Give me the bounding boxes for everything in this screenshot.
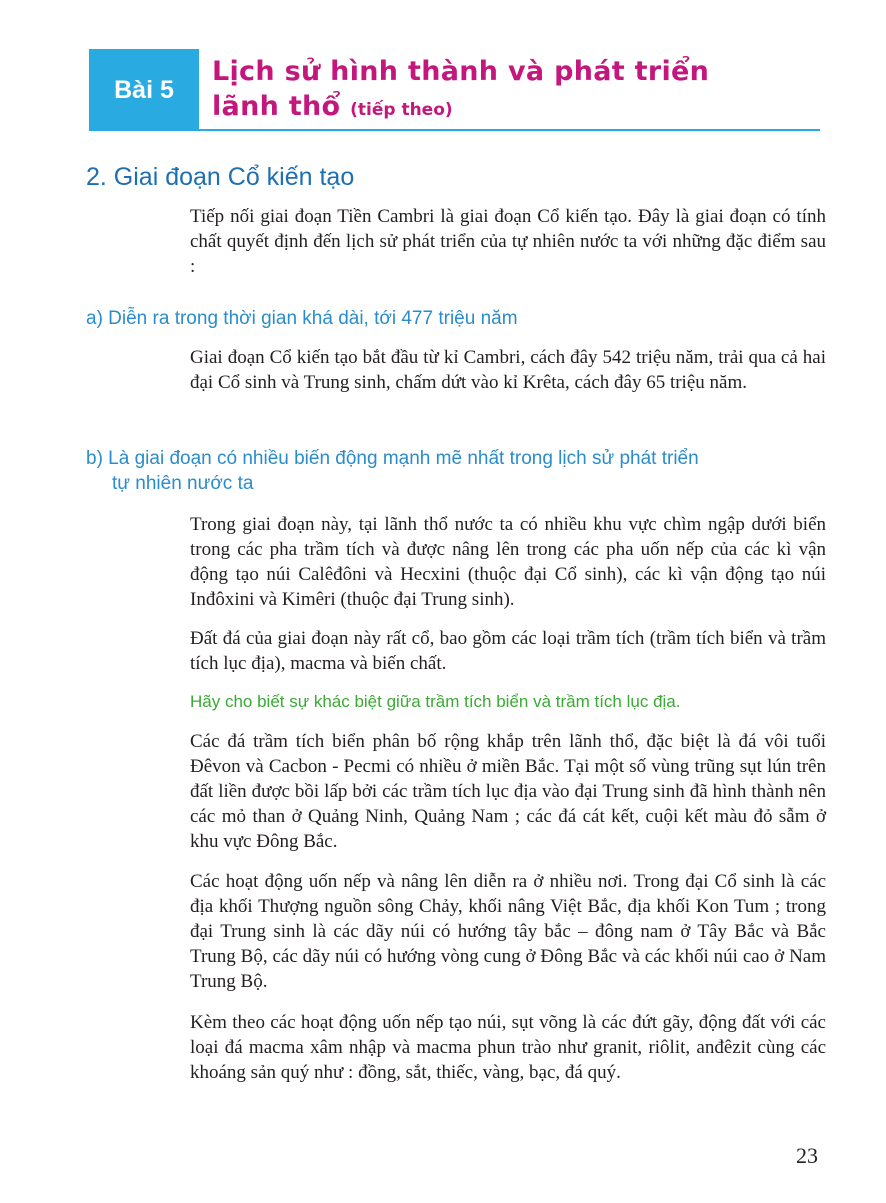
lesson-title <box>212 54 812 128</box>
lesson-title-line1: Lịch sử hình thành và phát triển <box>212 56 710 87</box>
part-b-paragraph-2: Đất đá của giai đoạn này rất cổ, bao gồm các loại trầm tích (trầm tích biển và trầm tích lục địa), macma và biến chất. <box>190 628 826 674</box>
part-a-paragraph: Giai đoạn Cổ kiến tạo bắt đầu từ kỉ Cambri, cách đây 542 triệu năm, trải qua cả hai đại Cổ sinh và Trung sinh, chấm dứt vào kỉ Krêta, cách đây 65 triệu năm. <box>190 347 826 393</box>
part-b-heading-line2: tự nhiên nước ta <box>112 473 254 494</box>
lesson-title-line2-text: lãnh thổ <box>212 91 341 122</box>
part-a-heading: a) Diễn ra trong thời gian khá dài, tới 477 triệu năm <box>86 308 518 329</box>
lesson-badge <box>89 49 199 131</box>
part-b-paragraph-1: Trong giai đoạn này, tại lãnh thổ nước ta có nhiều khu vực chìm ngập dưới biển trong các pha trầm tích và được nâng lên trong các pha uốn nếp của các kì vận động tạo núi Calêđôni và Hecxini (thuộc đại Cổ sinh), các kì vận động tạo núi Inđôxini và Kimêri (thuộc đại Trung sinh). <box>190 514 826 610</box>
part-b-paragraph-3: Các đá trầm tích biển phân bố rộng khắp trên lãnh thổ, đặc biệt là đá vôi tuổi Đêvon và Cacbon - Pecmi có nhiều ở miền Bắc. Tại một số vùng trũng sụt lún trên đất liền được bồi lấp bởi các trầm tích lục địa vào đại Trung sinh đã hình thành nên các mỏ than ở Quảng Ninh, Quảng Nam ; các đá cát kết, cuội kết màu đỏ sẫm ở khu vực Đông Bắc. <box>190 731 826 852</box>
lesson-title-line2 <box>212 89 812 128</box>
part-b-paragraph-4: Các hoạt động uốn nếp và nâng lên diễn ra ở nhiều nơi. Trong đại Cổ sinh là các địa khối Thượng nguồn sông Chảy, khối nâng Việt Bắc, địa khối Kon Tum ; trong đại Trung sinh là các dãy núi có hướng tây bắc – đông nam ở Tây Bắc và Bắc Trung Bộ, các dãy núi có hướng vòng cung ở Đông Bắc và các khối núi cao ở Nam Trung Bộ. <box>190 871 826 992</box>
section-heading: 2. Giai đoạn Cổ kiến tạo <box>86 163 355 191</box>
header-divider <box>199 129 820 131</box>
page-number: 23 <box>796 1143 818 1168</box>
section-intro-paragraph: Tiếp nối giai đoạn Tiền Cambri là giai đoạn Cổ kiến tạo. Đây là giai đoạn có tính chất quyết định đến lịch sử phát triển của tự nhiên nước ta với những đặc điểm sau : <box>190 206 826 277</box>
part-b-heading-line1: b) Là giai đoạn có nhiều biến động mạnh mẽ nhất trong lịch sử phát triển <box>86 448 699 469</box>
lesson-badge-label: Bài 5 <box>114 75 174 104</box>
lesson-title-suffix: (tiếp theo) <box>350 100 453 120</box>
part-b-paragraph-5: Kèm theo các hoạt động uốn nếp tạo núi, sụt võng là các đứt gãy, động đất với các loại đá macma xâm nhập và macma phun trào như granit, riôlit, anđêzit cùng các khoáng sản quý như : đồng, sắt, thiếc, vàng, bạc, đá quý. <box>190 1012 826 1083</box>
question-prompt: Hãy cho biết sự khác biệt giữa trầm tích biển và trầm tích lục địa. <box>190 692 681 711</box>
part-b-heading <box>86 446 826 496</box>
